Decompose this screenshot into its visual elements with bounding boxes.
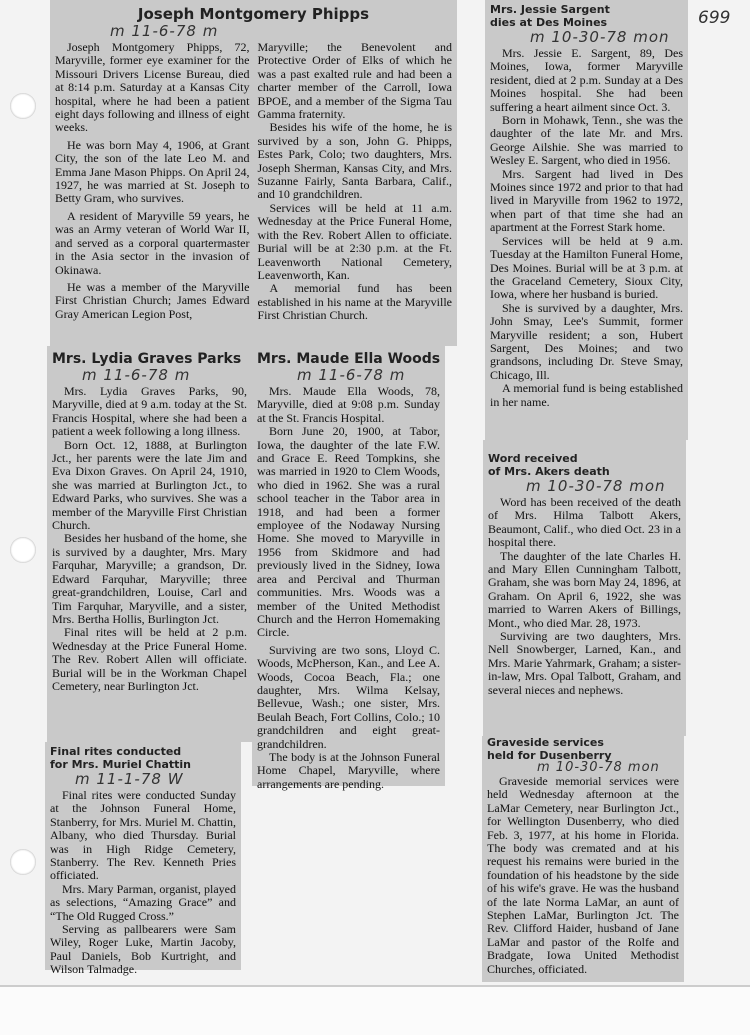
paragraph: Final rites will be held at 2 p.m. Wednesday at the Price Funeral Home. The Rev. Robert Allen will officiate. Burial will be in the Workman Chapel Cemetery, near Burlington Jct. <box>52 625 247 693</box>
punch-hole <box>10 849 36 875</box>
handwritten-date: m 10-30-78 mon <box>537 760 660 775</box>
paragraph: Word has been received of the death of Mrs. Hilma Talbott Akers, Beaumont, Calif., who died Oct. 23 in a hospital there. <box>488 495 681 550</box>
paragraph: Serving as pallbearers were Sam Wiley, Roger Luke, Martin Jacoby, Paul Daniels, Bob Kurtright, and Wilson Talmadge. <box>50 922 236 977</box>
paragraph: She is survived by a daughter, Mrs. John Smay, Lee's Summit, former Maryville resident; a son, Hubert Sargent, Des Moines; and two grandsons, including Dr. Steve Smay, Chicago, Ill. <box>490 300 683 382</box>
clipping-parks <box>47 346 252 742</box>
paragraph: He was a member of the Maryville First Christian Church; James Edward Gray American Legion Post, <box>55 279 250 321</box>
paragraph: A memorial fund has been established in his name at the Maryville First Christian Church. <box>257 281 452 323</box>
paragraph: Services will be held at 9 a.m. Tuesday at the Hamilton Funeral Home, Des Moines. Burial will be at 3 p.m. at the Graceland Cemetery, Sioux City, Iowa, where her husband is buried. <box>490 233 683 302</box>
headline: Mrs. Lydia Graves Parks <box>52 351 242 367</box>
headline: Joseph Montgomery Phipps <box>137 5 370 23</box>
headline: Word received <box>488 452 578 465</box>
paragraph: Joseph Montgomery Phipps, 72, Maryville, former eye examiner for the Missouri Drivers License Bureau, died at 8:14 p.m. Saturday at a Kansas City hospital, where he had been a patient eight days following and illness of eight weeks. <box>55 40 250 135</box>
headline: for Mrs. Muriel Chattin <box>50 758 192 771</box>
headline: held for Dusenberry <box>487 749 612 762</box>
headline: Final rites conducted <box>50 745 182 758</box>
page-bottom-edge <box>0 985 750 1035</box>
clipping-woods <box>252 346 445 791</box>
paragraph: Born Oct. 12, 1888, at Burlington Jct., her parents were the late Jim and Eva Dixon Graves. On April 24, 1910, she was married at Burlington Jct., to Edward Parks, who survives. She was a member of the Maryville First Christian Church. <box>52 437 247 533</box>
paragraph: Besides his wife of the home, he is survived by a son, John G. Phipps, Estes Park, Colo; two daughters, Mrs. Joseph Sherman, Kansas City, and Mrs. Suzanne Fairly, Santa Barbara, Calif., and 10 grandchildren. <box>257 120 452 202</box>
paragraph: Graveside memorial services were held Wednesday afternoon at the LaMar Cemetery, near Burlington Jct., for Wellington Dusenberry, who died Feb. 3, 1977, at his home in Florida. The body was cremated and at his request his remains were buried in the foundation of his headstone by the side of his wife's grave. He was the husband of the late Norma LaMar, an aunt of Stephen LaMar, Burlington Jct. The Rev. Clifford Haider, husband of Jane LaMar and pastor of the Rolfe and Bradgate, Iowa United Methodist Churches, officiated. <box>487 774 679 976</box>
paragraph: A resident of Maryville 59 years, he was an Army veteran of World War II, and served as a corporal quartermaster in the Asia sector in the invasion of Okinawa. <box>55 208 250 277</box>
paragraph: Services will be held at 11 a.m. Wednesday at the Price Funeral Home, with the Rev. Robert Allen to officiate. Burial will be at 2:30 p.m. at the Ft. Leavenworth National Cemetery, Leavenworth, Kan. <box>257 200 452 282</box>
column-2 <box>258 41 453 323</box>
paragraph: Surviving are two sons, Lloyd C. Woods, McPherson, Kan., and Lee A. Woods, Cocoa Beach, Fla.; one daughter, Mrs. Wilma Kelsay, Bellevue, Wash.; one sister, Mrs. Beulah Beach, Fort Collins, Colo.; 10 grandchildren and eight great-grandchildren. <box>257 642 440 751</box>
paragraph: The body is at the Johnson Funeral Home Chapel, Maryville, where arrangements are pending. <box>257 749 440 791</box>
clipping-akers <box>483 440 686 736</box>
paragraph: Mrs. Maude Ella Woods, 78, Maryville, died at 9:08 p.m. Sunday at the St. Francis Hospital. <box>257 384 440 425</box>
paragraph: Mrs. Jessie E. Sargent, 89, Des Moines, Iowa, former Maryville resident, died at 2 p.m. Sunday at a Des Moines hospital. She had been suffering a heart ailment since Oct. 3. <box>490 46 683 114</box>
paragraph: Mrs. Mary Parman, organist, played as selections, “Amazing Grace” and “The Old Rugged Cross.” <box>50 881 236 923</box>
handwritten-date: m 11-6-78 m <box>297 366 406 384</box>
paragraph: Born June 20, 1900, at Tabor, Iowa, the daughter of the late F.W. and Grace E. Reed Tompkins, she was married in 1920 to Clem Woods, who died in 1962. She was a rural school teacher in the Tabor area in 1918, and had been a former employee of the Nodaway Nursing Home. She moved to Maryville in 1956 from Skidmore and had previously lived in the Sidney, Iowa area and Percival and Thurman communities. Mrs. Woods was a member of the United Methodist Church and the Herron Homemaking Circle. <box>257 424 440 640</box>
column-1 <box>55 41 250 323</box>
paragraph: A memorial fund is being established in her name. <box>490 381 683 409</box>
handwritten-date: m 11-6-78 m <box>110 22 219 40</box>
handwritten-date: m 10-30-78 mon <box>530 28 670 46</box>
headline: of Mrs. Akers death <box>488 465 610 478</box>
paragraph: Mrs. Sargent had lived in Des Moines since 1972 and prior to that had lived in Maryville from 1962 to 1972, when part of that time she had an apartment at the Forrest Stark home. <box>490 166 683 235</box>
clipping-chattin <box>45 742 241 977</box>
clipping-phipps <box>50 0 457 346</box>
clipping-dusenberry <box>482 736 684 982</box>
handwritten-date: m 10-30-78 mon <box>526 477 666 495</box>
paragraph: Surviving are two daughters, Mrs. Nell Snowberger, Larned, Kan., and Mrs. Marie Yahrmark, Graham; a sister-in-law, Mrs. Opal Talbott, Graham, and several nieces and nephews. <box>488 629 681 697</box>
headline: Graveside services <box>487 736 604 749</box>
handwritten-date: m 11-6-78 m <box>82 366 191 384</box>
paragraph: Besides her husband of the home, she is survived by a daughter, Mrs. Mary Farquhar, Maryville; a grandson, Dr. Edward Farquhar, Maryville; three great-grandchildren, Louise, Carl and Tim Farquhar, Maryville, and a sister, Mrs. Bertha Hollis, Burlington Jct. <box>52 531 247 626</box>
headline: dies at Des Moines <box>490 16 608 29</box>
punch-hole <box>10 537 36 563</box>
headline: Mrs. Maude Ella Woods <box>257 351 441 367</box>
clipping-sargent <box>485 0 688 440</box>
page-number: 699 <box>698 8 731 28</box>
handwritten-date: m 11-1-78 W <box>75 770 184 788</box>
paragraph: He was born May 4, 1906, at Grant City, the son of the late Leo M. and Emma Jane Mason Phipps. On April 24, 1927, he was married at St. Joseph to Betty Gram, who survives. <box>55 137 250 206</box>
paragraph: Final rites were conducted Sunday at the Johnson Funeral Home, Stanberry, for Mrs. Muriel M. Chattin, Albany, who died Thursday. Burial was in High Ridge Cemetery, Stanberry. The Rev. Kenneth Pries officiated. <box>50 788 236 883</box>
punch-hole <box>10 93 36 119</box>
paragraph: Born in Mohawk, Tenn., she was the daughter of the late Mr. and Mrs. George Ailshie. She was married to Wesley E. Sargent, who died in 1956. <box>490 113 683 168</box>
paragraph: Maryville; the Benevolent and Protective Order of Elks of which he was a past exalted rule and had been a charter member of the Carroll, Iowa BPOE, and a member of the Sigma Tau Gamma fraternity. <box>257 40 452 122</box>
paragraph: Mrs. Lydia Graves Parks, 90, Maryville, died at 9 a.m. today at the St. Francis Hospital, where she had been a patient a week following a long illness. <box>52 384 247 439</box>
headline: Mrs. Jessie Sargent <box>490 3 610 16</box>
paragraph: The daughter of the late Charles H. and Mary Ellen Cunningham Talbott, Graham, she was born May 24, 1896, at Graham. On April 6, 1922, she was married to Warren Akers of Billings, Mont., who died Mar. 28, 1973. <box>488 548 681 630</box>
